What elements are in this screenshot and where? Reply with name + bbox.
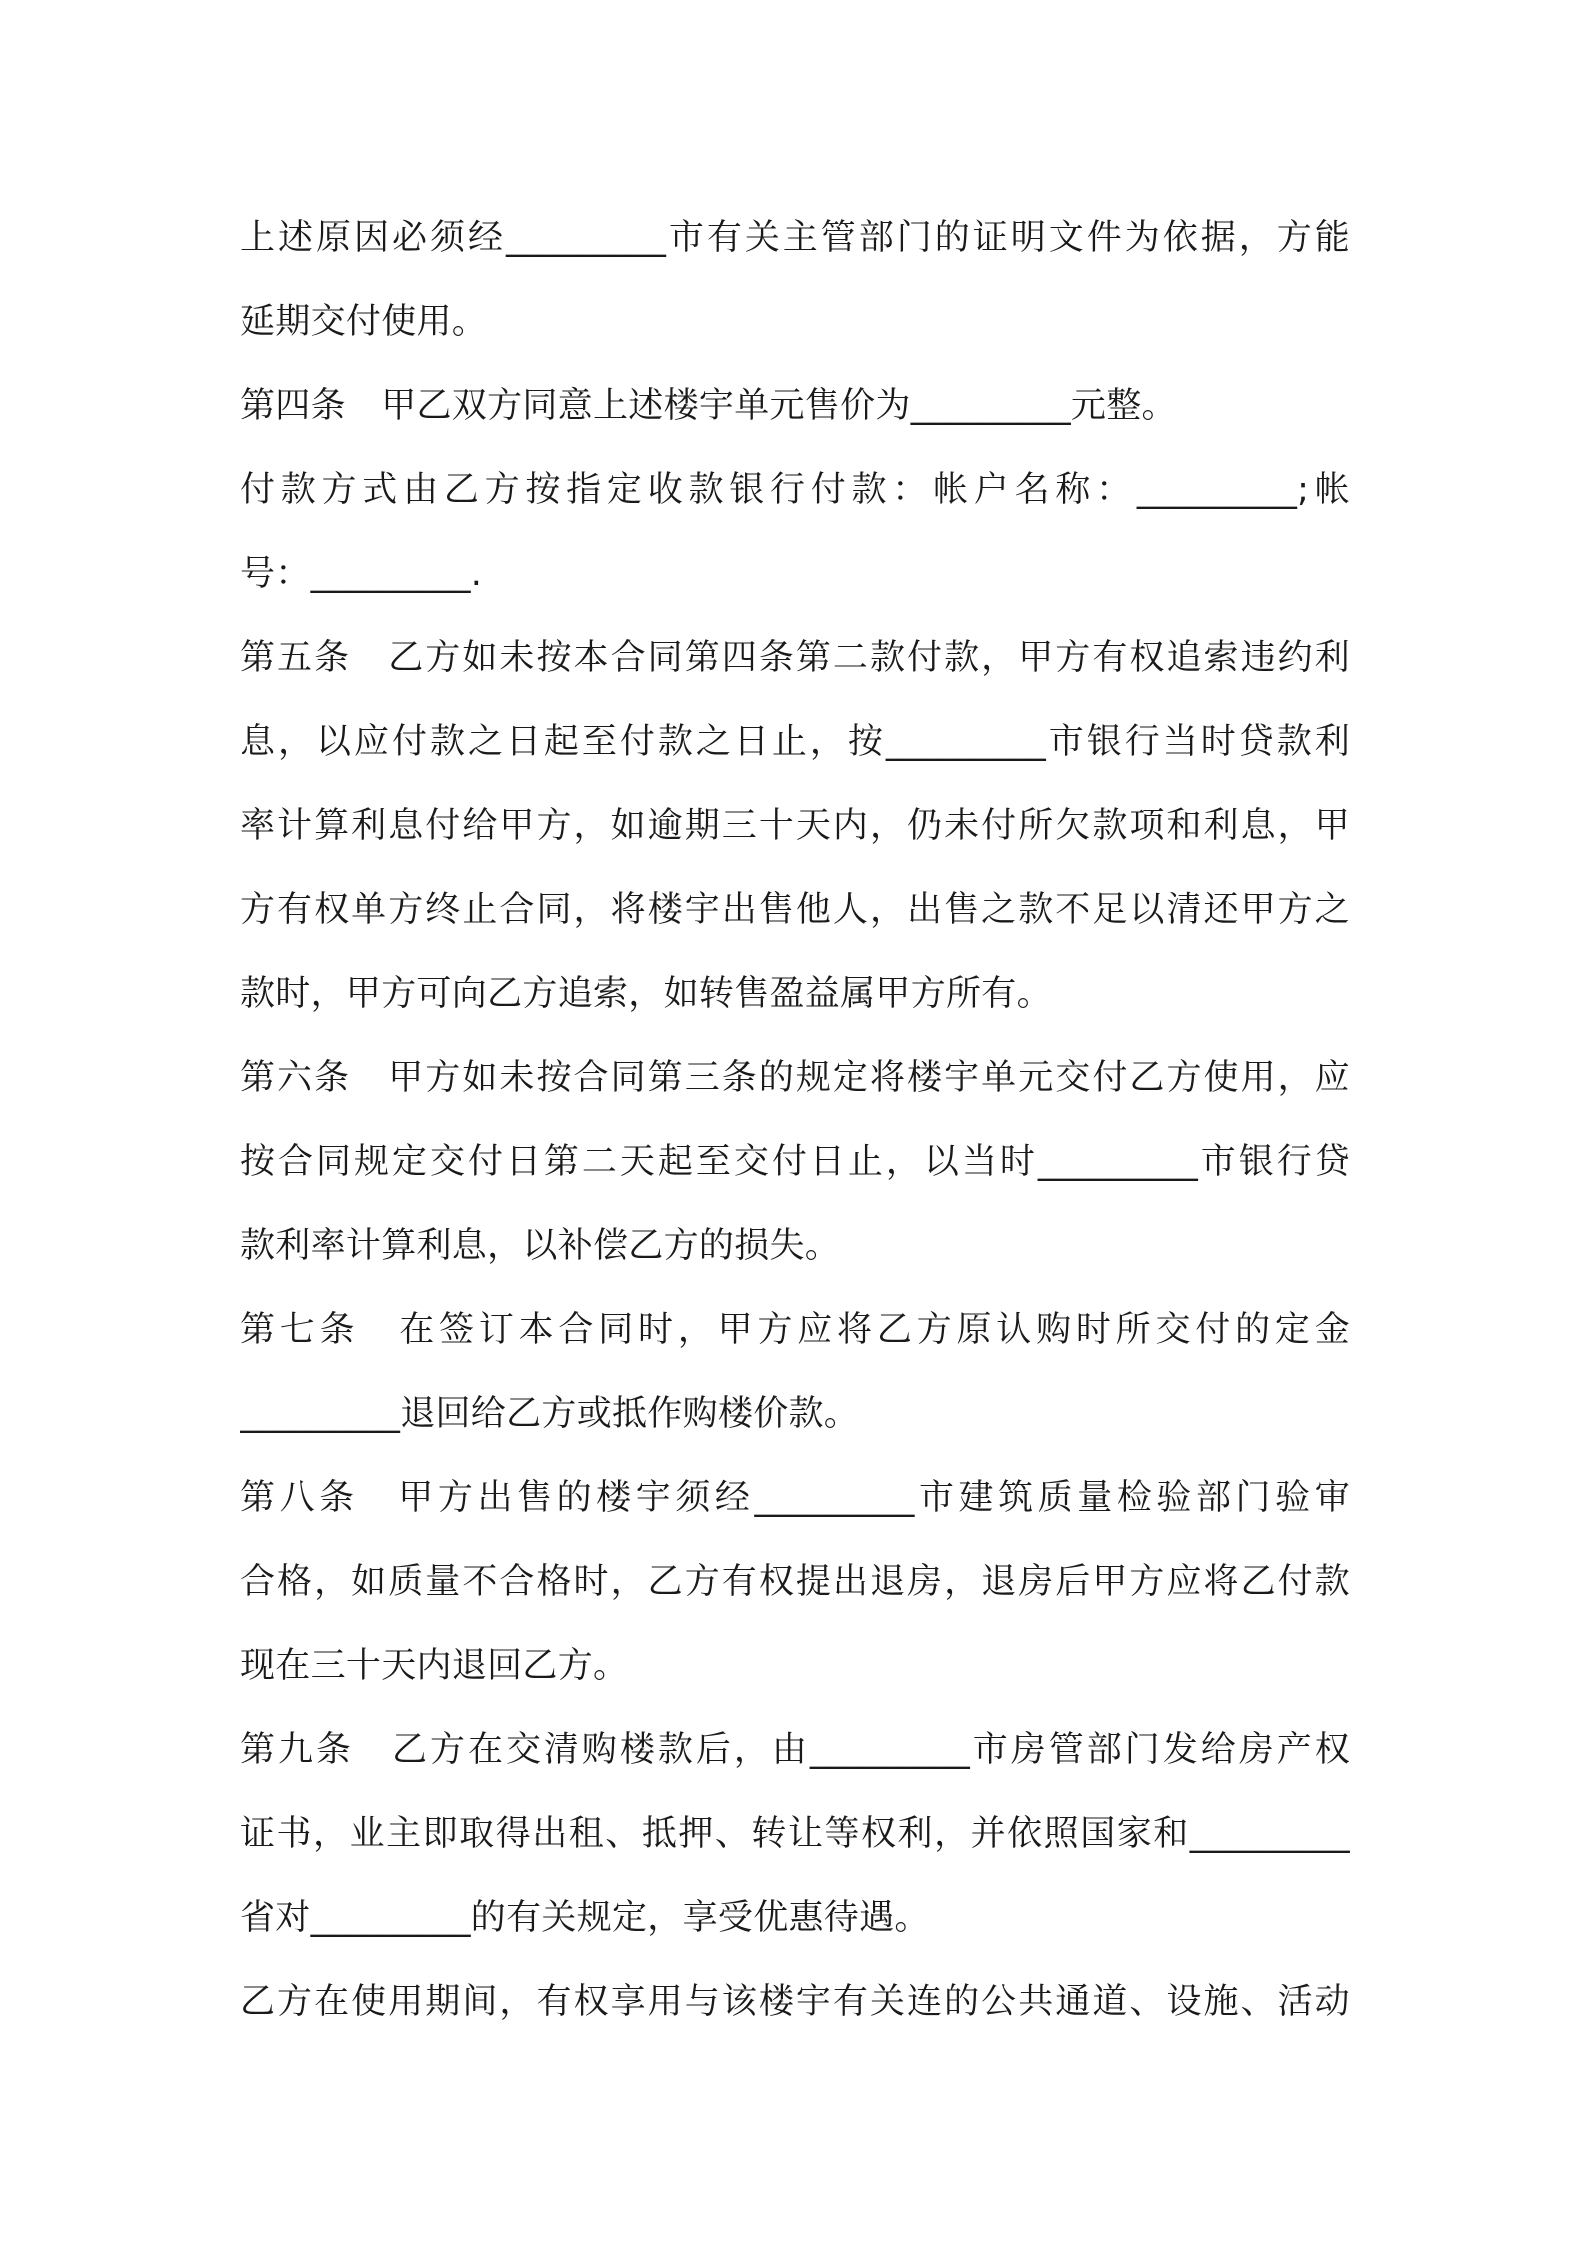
text-line: 第六条 甲方如未按合同第三条的规定将楼宇单元交付乙方使用，应	[240, 1058, 1350, 1098]
text-line: 按合同规定交付日第二天起至交付日止，以当时_________市银行贷	[240, 1142, 1350, 1182]
text-line: 第九条 乙方在交清购楼款后，由_________市房管部门发给房产权	[240, 1730, 1350, 1770]
contract-body	[240, 196, 1350, 2044]
text-line: 延期交付使用。	[240, 302, 488, 342]
text-line: _________退回给乙方或抵作购楼价款。	[240, 1394, 860, 1434]
text-line: 省对_________的有关规定，享受优惠待遇。	[240, 1898, 930, 1938]
text-line: 息，以应付款之日起至付款之日止，按_________市银行当时贷款利	[240, 722, 1350, 762]
text-line: 率计算利息付给甲方，如逾期三十天内，仍未付所欠款项和利息，甲	[240, 806, 1350, 846]
text-line: 号：_________.	[240, 554, 483, 594]
text-line: 付款方式由乙方按指定收款银行付款：帐户名称：_________;帐	[240, 470, 1350, 510]
text-line: 上述原因必须经_________市有关主管部门的证明文件为依据，方能	[240, 218, 1350, 258]
text-line: 第四条 甲乙双方同意上述楼宇单元售价为_________元整。	[240, 386, 1177, 426]
text-line: 第八条 甲方出售的楼宇须经_________市建筑质量检验部门验审	[240, 1478, 1350, 1518]
text-line: 合格，如质量不合格时，乙方有权提出退房，退房后甲方应将乙付款	[240, 1562, 1350, 1602]
text-line: 第七条 在签订本合同时，甲方应将乙方原认购时所交付的定金	[240, 1310, 1350, 1350]
text-line: 款利率计算利息，以补偿乙方的损失。	[240, 1226, 841, 1266]
text-line: 第五条 乙方如未按本合同第四条第二款付款，甲方有权追索违约利	[240, 638, 1350, 678]
text-line: 现在三十天内退回乙方。	[240, 1646, 629, 1686]
text-line: 证书，业主即取得出租、抵押、转让等权利，并依照国家和_________	[240, 1814, 1350, 1854]
text-line: 乙方在使用期间，有权享用与该楼宇有关连的公共通道、设施、活动	[240, 1982, 1350, 2022]
text-line: 方有权单方终止合同，将楼宇出售他人，出售之款不足以清还甲方之	[240, 890, 1350, 930]
text-line: 款时，甲方可向乙方追索，如转售盈益属甲方所有。	[240, 974, 1052, 1014]
